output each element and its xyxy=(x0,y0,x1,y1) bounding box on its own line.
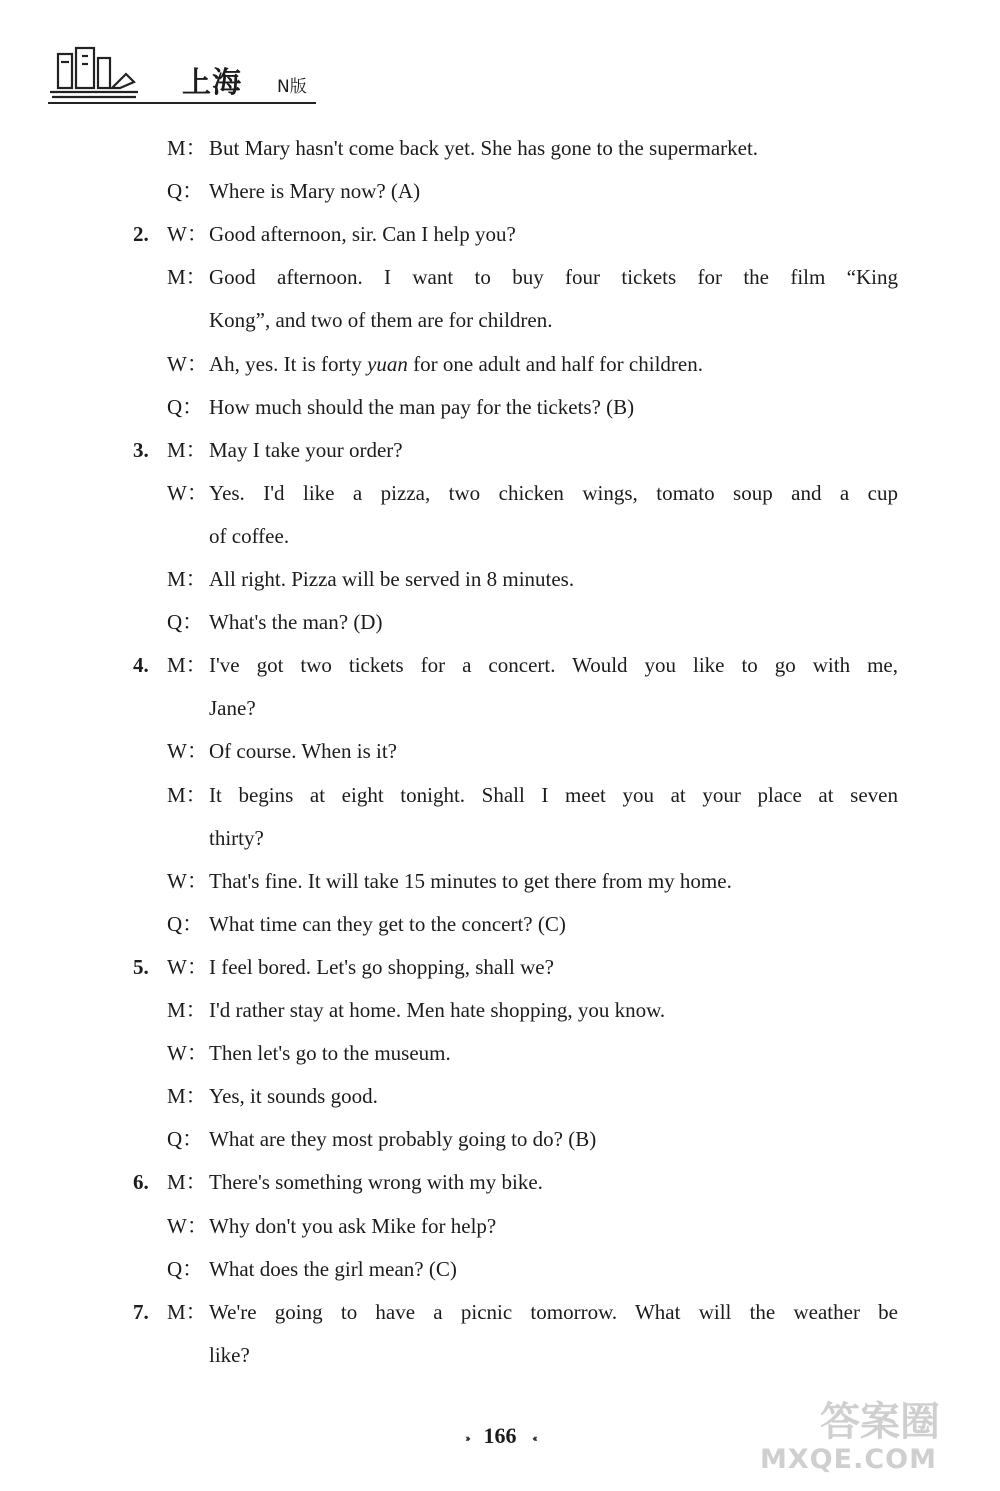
dialogue-text: I'd rather stay at home. Men hate shopping, you know. xyxy=(209,998,666,1022)
dialogue-line xyxy=(0,132,1000,164)
dialogue-text: What's the man? (D) xyxy=(209,610,383,634)
dialogue-text: thirty? xyxy=(209,826,264,850)
speaker-label: W： xyxy=(167,352,208,376)
dialogue-text-part: Ah, yes. It is forty xyxy=(209,352,368,376)
dialogue-text: What are they most probably going to do? (B) xyxy=(209,1127,597,1151)
dialogue-text: Good afternoon. I want to buy four tickets for the film “King xyxy=(209,265,898,289)
speaker-label: W： xyxy=(167,739,208,763)
dialogue-line xyxy=(0,563,1000,595)
dialogue-line xyxy=(0,1339,1000,1371)
dialogue-text: All right. Pizza will be served in 8 minutes. xyxy=(209,567,575,591)
page-header xyxy=(48,38,316,108)
dialogue-text: I feel bored. Let's go shopping, shall we? xyxy=(209,955,554,979)
dialogue-text: of coffee. xyxy=(209,524,290,548)
dialogue-text-part: for one adult and half for children. xyxy=(407,352,703,376)
header-edition: N版 xyxy=(277,77,307,97)
dialogue-line xyxy=(0,218,1000,250)
speaker-label: Q： xyxy=(167,912,204,936)
speaker-label: M： xyxy=(167,783,207,807)
dialogue-text: That's fine. It will take 15 minutes to get there from my home. xyxy=(209,869,732,893)
dialogue-text: Of course. When is it? xyxy=(209,739,397,763)
dialogue-text: like? xyxy=(209,1343,250,1367)
speaker-label: M： xyxy=(167,265,207,289)
speaker-label: Q： xyxy=(167,1257,204,1281)
speaker-label: M： xyxy=(167,998,207,1022)
dialogue-text: Kong”, and two of them are for children. xyxy=(209,308,553,332)
dialogue-line xyxy=(0,865,1000,897)
header-title: 上海 xyxy=(182,65,243,99)
watermark-bottom-text: MXQE.COM xyxy=(760,1444,937,1475)
speaker-label: W： xyxy=(167,955,208,979)
dialogue-line xyxy=(0,606,1000,638)
dialogue-line xyxy=(0,348,1000,380)
question-number: 2. xyxy=(133,222,149,246)
speaker-label: M： xyxy=(167,567,207,591)
dialogue-text: How much should the man pay for the tickets? (B) xyxy=(209,395,635,419)
speaker-label: Q： xyxy=(167,179,204,203)
watermark-top-text: 答案圈 xyxy=(820,1399,940,1445)
dialogue-line xyxy=(0,1166,1000,1198)
speaker-label: Q： xyxy=(167,610,204,634)
speaker-label: W： xyxy=(167,1041,208,1065)
dialogue-text xyxy=(209,348,703,380)
speaker-label: M： xyxy=(167,1170,207,1194)
speaker-label: W： xyxy=(167,222,208,246)
question-number: 4. xyxy=(133,653,149,677)
dialogue-text: Yes, it sounds good. xyxy=(209,1084,378,1108)
dialogue-line xyxy=(0,477,1000,509)
dialogue-text: Jane? xyxy=(209,696,256,720)
speaker-label: W： xyxy=(167,1214,208,1238)
watermark xyxy=(760,1388,990,1483)
dialogue-line xyxy=(0,1123,1000,1155)
italic-word: yuan xyxy=(367,352,408,376)
dialogue-line xyxy=(0,520,1000,552)
dialogue-line xyxy=(0,951,1000,983)
dialogue-line xyxy=(0,175,1000,207)
dialogue-text: What time can they get to the concert? (C) xyxy=(209,912,566,936)
dialogue-text: Yes. I'd like a pizza, two chicken wings, tomato soup and a cup xyxy=(209,481,898,505)
book-stack-logo-icon xyxy=(48,44,140,100)
dialogue-line xyxy=(0,822,1000,854)
dialogue-line xyxy=(0,994,1000,1026)
speaker-label: M： xyxy=(167,1084,207,1108)
question-number: 5. xyxy=(133,955,149,979)
dialogue-text: It begins at eight tonight. Shall I meet you at your place at seven xyxy=(209,783,898,807)
dialogue-line xyxy=(0,908,1000,940)
dialogue-line xyxy=(0,304,1000,336)
header-rule xyxy=(48,102,316,104)
dialogue-text: Good afternoon, sir. Can I help you? xyxy=(209,222,516,246)
dialogue-text: Then let's go to the museum. xyxy=(209,1041,451,1065)
dialogue-line xyxy=(0,261,1000,293)
dialogue-line xyxy=(0,1296,1000,1328)
speaker-label: Q： xyxy=(167,395,204,419)
speaker-label: M： xyxy=(167,1300,207,1324)
page-number: 166 xyxy=(483,1423,517,1448)
speaker-label: Q： xyxy=(167,1127,204,1151)
dialogue-line xyxy=(0,1037,1000,1069)
dialogue-line xyxy=(0,692,1000,724)
speaker-label: W： xyxy=(167,481,208,505)
dialogue-line xyxy=(0,1080,1000,1112)
question-number: 6. xyxy=(133,1170,149,1194)
dialogue-text: May I take your order? xyxy=(209,438,403,462)
dialogue-line xyxy=(0,779,1000,811)
dialogue-line xyxy=(0,1210,1000,1242)
dialogue-text: Where is Mary now? (A) xyxy=(209,179,421,203)
speaker-label: M： xyxy=(167,438,207,462)
dialogue-text: What does the girl mean? (C) xyxy=(209,1257,457,1281)
dialogue-text: But Mary hasn't come back yet. She has gone to the supermarket. xyxy=(209,136,759,160)
dialogue-line xyxy=(0,434,1000,466)
dialogue-text: We're going to have a picnic tomorrow. What will the weather be xyxy=(209,1300,898,1324)
speaker-label: W： xyxy=(167,869,208,893)
question-number: 3. xyxy=(133,438,149,462)
dialogue-text: I've got two tickets for a concert. Would you like to go with me, xyxy=(209,653,898,677)
dialogue-line xyxy=(0,735,1000,767)
speaker-label: M： xyxy=(167,136,207,160)
dialogue-text: There's something wrong with my bike. xyxy=(209,1170,543,1194)
footer-right-arrows: ‹‹‹ xyxy=(532,1430,535,1445)
dialogue-line xyxy=(0,391,1000,423)
dialogue-line xyxy=(0,1253,1000,1285)
dialogue-line xyxy=(0,649,1000,681)
question-number: 7. xyxy=(133,1300,149,1324)
dialogue-text: Why don't you ask Mike for help? xyxy=(209,1214,497,1238)
footer-left-arrows: ››› xyxy=(465,1430,468,1445)
speaker-label: M： xyxy=(167,653,207,677)
